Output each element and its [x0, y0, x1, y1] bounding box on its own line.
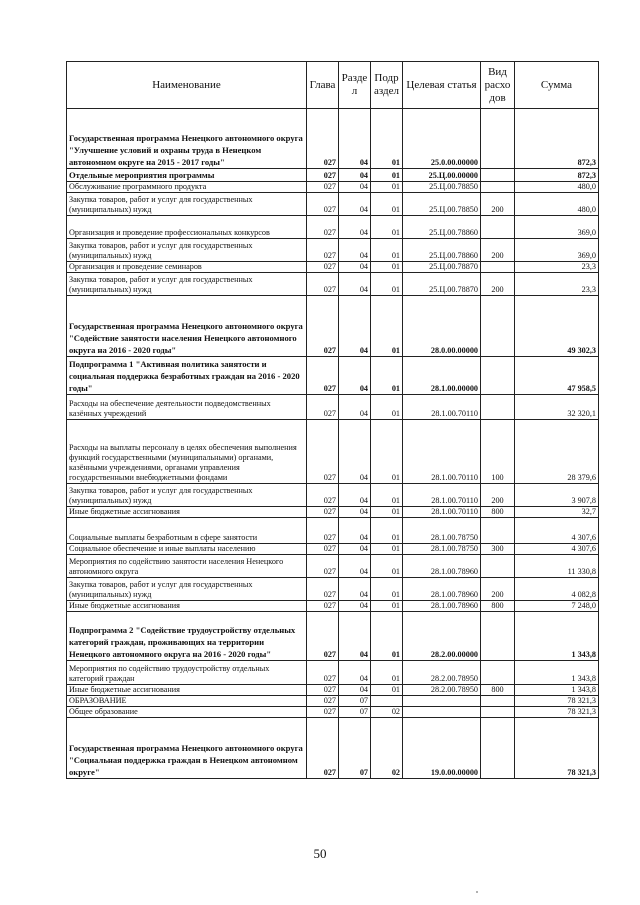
cell-sum: 4 307,6: [515, 518, 599, 544]
header-glava: Глава: [307, 62, 339, 109]
cell-target: 25.Ц.00.00000: [403, 169, 481, 182]
table-row: [67, 544, 599, 555]
table-row: [67, 357, 599, 395]
cell-name: Социальные выплаты безработным в сфере занятости: [67, 518, 307, 544]
cell-sum: 3 907,8: [515, 484, 599, 507]
cell-podrazdel: 01: [371, 169, 403, 182]
cell-vid: 100: [481, 420, 515, 484]
cell-glava: 027: [307, 685, 339, 696]
cell-razdel: 04: [339, 518, 371, 544]
cell-name: Закупка товаров, работ и услуг для государственных (муниципальных) нужд: [67, 239, 307, 262]
cell-razdel: 04: [339, 661, 371, 685]
cell-sum: 23,3: [515, 273, 599, 296]
header-podrazdel: Подр аздел: [371, 62, 403, 109]
cell-target: 25.0.00.00000: [403, 109, 481, 169]
cell-glava: 027: [307, 544, 339, 555]
cell-vid: [481, 296, 515, 357]
cell-name: Расходы на обеспечение деятельности подведомственных казённых учреждений: [67, 395, 307, 420]
cell-vid: [481, 696, 515, 707]
table-row: [67, 685, 599, 696]
cell-glava: 027: [307, 395, 339, 420]
cell-target: 28.1.00.70110: [403, 507, 481, 518]
cell-razdel: 04: [339, 544, 371, 555]
cell-glava: 027: [307, 182, 339, 193]
cell-vid: [481, 395, 515, 420]
cell-name: Расходы на выплаты персоналу в целях обеспечения выполнения функций государственными (муниципальными) органами, казёнными учреждениями, органами управления государственными внебюджетными фондами: [67, 420, 307, 484]
cell-sum: 78 321,3: [515, 718, 599, 779]
table-row: [67, 109, 599, 169]
cell-sum: 1 343,8: [515, 685, 599, 696]
cell-target: 28.2.00.78950: [403, 685, 481, 696]
cell-target: [403, 696, 481, 707]
cell-target: 28.1.00.78750: [403, 518, 481, 544]
cell-glava: 027: [307, 193, 339, 216]
cell-sum: 78 321,3: [515, 696, 599, 707]
cell-podrazdel: 01: [371, 216, 403, 239]
cell-podrazdel: 01: [371, 612, 403, 661]
cell-sum: 480,0: [515, 193, 599, 216]
cell-name: Иные бюджетные ассигнования: [67, 685, 307, 696]
cell-podrazdel: 01: [371, 484, 403, 507]
cell-vid: [481, 262, 515, 273]
cell-sum: 369,0: [515, 239, 599, 262]
cell-vid: [481, 707, 515, 718]
cell-vid: 800: [481, 507, 515, 518]
cell-vid: 800: [481, 601, 515, 612]
table-row: [67, 661, 599, 685]
table-row: [67, 718, 599, 779]
header-vid: Вид расхо дов: [481, 62, 515, 109]
cell-name: Государственная программа Ненецкого автономного округа "Социальная поддержка граждан в Ненецком автономном округе": [67, 718, 307, 779]
cell-razdel: 04: [339, 507, 371, 518]
cell-sum: 4 082,8: [515, 578, 599, 601]
table-row: [67, 484, 599, 507]
cell-name: Социальное обеспечение и иные выплаты населению: [67, 544, 307, 555]
cell-vid: [481, 216, 515, 239]
cell-target: 28.0.00.00000: [403, 296, 481, 357]
table-row: [67, 216, 599, 239]
cell-razdel: 04: [339, 273, 371, 296]
cell-razdel: 04: [339, 169, 371, 182]
table-row: [67, 182, 599, 193]
cell-podrazdel: 01: [371, 296, 403, 357]
cell-glava: 027: [307, 357, 339, 395]
scan-speck: [476, 891, 478, 893]
cell-vid: [481, 612, 515, 661]
cell-vid: [481, 718, 515, 779]
cell-target: 28.1.00.78960: [403, 555, 481, 578]
cell-sum: 872,3: [515, 169, 599, 182]
table-row: [67, 395, 599, 420]
cell-glava: 027: [307, 109, 339, 169]
cell-podrazdel: 01: [371, 544, 403, 555]
cell-vid: 300: [481, 544, 515, 555]
table-row: [67, 239, 599, 262]
cell-glava: 027: [307, 169, 339, 182]
cell-target: 28.1.00.00000: [403, 357, 481, 395]
cell-vid: [481, 182, 515, 193]
cell-podrazdel: 02: [371, 718, 403, 779]
cell-target: 28.1.00.78960: [403, 601, 481, 612]
cell-sum: 32,7: [515, 507, 599, 518]
cell-glava: 027: [307, 578, 339, 601]
cell-razdel: 04: [339, 420, 371, 484]
cell-razdel: 04: [339, 357, 371, 395]
header-name: Наименование: [67, 62, 307, 109]
cell-name: ОБРАЗОВАНИЕ: [67, 696, 307, 707]
cell-vid: [481, 109, 515, 169]
cell-glava: 027: [307, 555, 339, 578]
cell-sum: 49 302,3: [515, 296, 599, 357]
cell-glava: 027: [307, 707, 339, 718]
cell-sum: 78 321,3: [515, 707, 599, 718]
cell-name: Закупка товаров, работ и услуг для государственных (муниципальных) нужд: [67, 273, 307, 296]
cell-name: Закупка товаров, работ и услуг для государственных (муниципальных) нужд: [67, 193, 307, 216]
cell-razdel: 04: [339, 193, 371, 216]
cell-podrazdel: 01: [371, 182, 403, 193]
cell-vid: [481, 661, 515, 685]
cell-name: Мероприятия по содействию трудоустройству отдельных категорий граждан: [67, 661, 307, 685]
cell-name: Обслуживание программного продукта: [67, 182, 307, 193]
table-row: [67, 420, 599, 484]
cell-name: Иные бюджетные ассигнования: [67, 507, 307, 518]
cell-vid: 200: [481, 484, 515, 507]
table-row: [67, 273, 599, 296]
cell-sum: 47 958,5: [515, 357, 599, 395]
cell-podrazdel: 01: [371, 507, 403, 518]
table-row: [67, 518, 599, 544]
cell-name: Государственная программа Ненецкого автономного округа "Содействие занятости населения Ненецкого автономного округа на 2016 - 2020 годы": [67, 296, 307, 357]
table-row: [67, 262, 599, 273]
table-row: [67, 578, 599, 601]
cell-razdel: 07: [339, 718, 371, 779]
cell-razdel: 04: [339, 262, 371, 273]
cell-glava: 027: [307, 262, 339, 273]
cell-name: Закупка товаров, работ и услуг для государственных (муниципальных) нужд: [67, 578, 307, 601]
cell-podrazdel: 01: [371, 357, 403, 395]
table-row: [67, 507, 599, 518]
cell-razdel: 07: [339, 696, 371, 707]
cell-vid: 200: [481, 193, 515, 216]
cell-vid: [481, 555, 515, 578]
header-razdel: Разде л: [339, 62, 371, 109]
cell-name: Мероприятия по содействию занятости населения Ненецкого автономного округа: [67, 555, 307, 578]
cell-sum: 1 343,8: [515, 612, 599, 661]
header-sum: Сумма: [515, 62, 599, 109]
cell-glava: 027: [307, 518, 339, 544]
cell-sum: 1 343,8: [515, 661, 599, 685]
cell-target: 28.1.00.78960: [403, 578, 481, 601]
cell-razdel: 04: [339, 239, 371, 262]
cell-glava: 027: [307, 273, 339, 296]
cell-target: 28.1.00.70110: [403, 484, 481, 507]
cell-razdel: 04: [339, 216, 371, 239]
cell-name: Иные бюджетные ассигнования: [67, 601, 307, 612]
cell-sum: 4 307,6: [515, 544, 599, 555]
cell-glava: 027: [307, 239, 339, 262]
cell-target: 28.2.00.78950: [403, 661, 481, 685]
cell-name: Подпрограмма 1 "Активная политика занятости и социальная поддержка безработных граждан на 2016 - 2020 годы": [67, 357, 307, 395]
cell-sum: 480,0: [515, 182, 599, 193]
cell-target: 28.1.00.70110: [403, 395, 481, 420]
cell-name: Государственная программа Ненецкого автономного округа "Улучшение условий и охраны труда в Ненецком автономном округе на 2015 - 2017 годы": [67, 109, 307, 169]
cell-razdel: 04: [339, 601, 371, 612]
cell-target: 25.Ц.00.78870: [403, 273, 481, 296]
cell-target: 28.1.00.70110: [403, 420, 481, 484]
cell-podrazdel: 01: [371, 395, 403, 420]
cell-vid: [481, 169, 515, 182]
cell-podrazdel: 01: [371, 420, 403, 484]
cell-razdel: 07: [339, 707, 371, 718]
cell-razdel: 04: [339, 685, 371, 696]
cell-razdel: 04: [339, 182, 371, 193]
cell-podrazdel: 01: [371, 555, 403, 578]
cell-podrazdel: 01: [371, 273, 403, 296]
cell-razdel: 04: [339, 109, 371, 169]
cell-glava: 027: [307, 696, 339, 707]
cell-vid: 200: [481, 273, 515, 296]
cell-vid: [481, 518, 515, 544]
table-row: [67, 612, 599, 661]
cell-target: 28.2.00.00000: [403, 612, 481, 661]
cell-sum: 23,3: [515, 262, 599, 273]
cell-sum: 369,0: [515, 216, 599, 239]
cell-razdel: 04: [339, 555, 371, 578]
cell-target: 25.Ц.00.78870: [403, 262, 481, 273]
cell-podrazdel: [371, 696, 403, 707]
cell-target: 28.1.00.78750: [403, 544, 481, 555]
cell-name: Общее образование: [67, 707, 307, 718]
cell-razdel: 04: [339, 578, 371, 601]
cell-podrazdel: 01: [371, 661, 403, 685]
table-row: [67, 696, 599, 707]
cell-glava: 027: [307, 420, 339, 484]
cell-podrazdel: 01: [371, 601, 403, 612]
cell-vid: 200: [481, 239, 515, 262]
cell-sum: 7 248,0: [515, 601, 599, 612]
page-number: 50: [313, 846, 327, 861]
table-row: [67, 707, 599, 718]
table-row: [67, 193, 599, 216]
cell-glava: 027: [307, 601, 339, 612]
cell-vid: [481, 357, 515, 395]
cell-vid: 200: [481, 578, 515, 601]
cell-glava: 027: [307, 216, 339, 239]
cell-glava: 027: [307, 612, 339, 661]
header-target: Целевая статья: [403, 62, 481, 109]
cell-razdel: 04: [339, 296, 371, 357]
cell-target: 25.Ц.00.78860: [403, 239, 481, 262]
table-row: [67, 555, 599, 578]
table-row: [67, 601, 599, 612]
cell-sum: 11 330,8: [515, 555, 599, 578]
cell-target: [403, 707, 481, 718]
cell-sum: 32 320,1: [515, 395, 599, 420]
cell-name: Отдельные мероприятия программы: [67, 169, 307, 182]
cell-razdel: 04: [339, 612, 371, 661]
cell-podrazdel: 01: [371, 109, 403, 169]
table-row: [67, 169, 599, 182]
cell-glava: 027: [307, 484, 339, 507]
cell-sum: 28 379,6: [515, 420, 599, 484]
table-header-row: [67, 62, 599, 109]
cell-name: Закупка товаров, работ и услуг для государственных (муниципальных) нужд: [67, 484, 307, 507]
cell-podrazdel: 01: [371, 239, 403, 262]
cell-target: 25.Ц.00.78850: [403, 182, 481, 193]
cell-razdel: 04: [339, 484, 371, 507]
cell-target: 25.Ц.00.78860: [403, 216, 481, 239]
cell-podrazdel: 01: [371, 518, 403, 544]
cell-podrazdel: 01: [371, 578, 403, 601]
budget-table: [66, 61, 599, 779]
cell-podrazdel: 02: [371, 707, 403, 718]
cell-sum: 872,3: [515, 109, 599, 169]
cell-podrazdel: 01: [371, 262, 403, 273]
table-row: [67, 296, 599, 357]
cell-name: Организация и проведение семинаров: [67, 262, 307, 273]
cell-glava: 027: [307, 718, 339, 779]
cell-name: Организация и проведение профессиональных конкурсов: [67, 216, 307, 239]
cell-target: 25.Ц.00.78850: [403, 193, 481, 216]
cell-podrazdel: 01: [371, 685, 403, 696]
cell-target: 19.0.00.00000: [403, 718, 481, 779]
table-body: [67, 109, 599, 779]
cell-razdel: 04: [339, 395, 371, 420]
cell-glava: 027: [307, 507, 339, 518]
cell-vid: 800: [481, 685, 515, 696]
cell-podrazdel: 01: [371, 193, 403, 216]
cell-glava: 027: [307, 661, 339, 685]
cell-name: Подпрограмма 2 "Содействие трудоустройству отдельных категорий граждан, проживающих на территории Ненецкого автономного округа на 2016 - 2020 годы": [67, 612, 307, 661]
cell-glava: 027: [307, 296, 339, 357]
